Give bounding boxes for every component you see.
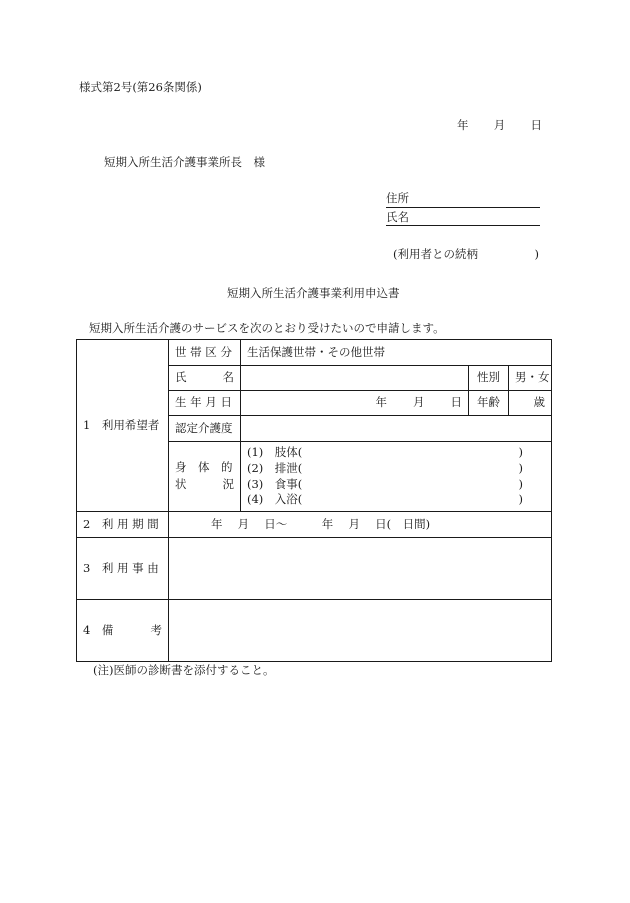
applicant-address-label: 住所 <box>386 191 409 205</box>
physical-label <box>169 442 241 512</box>
date-day-label: 日 <box>530 118 542 132</box>
row-reason <box>77 538 552 600</box>
period-field[interactable] <box>169 512 552 538</box>
condition-line[interactable] <box>247 493 523 507</box>
name-label-a: 氏 <box>175 370 187 385</box>
section4-label <box>77 600 169 662</box>
condition-line[interactable] <box>247 462 523 476</box>
birth-year: 年 <box>375 395 387 410</box>
application-table <box>76 339 552 662</box>
birth-field[interactable] <box>241 391 469 416</box>
condition-num: (3) <box>247 476 264 491</box>
section1-label: 1 利用希望者 <box>77 340 169 512</box>
condition-label: 排泄( <box>274 460 303 475</box>
intro-text: 短期入所生活介護のサービスを次のとおり受けたいので申請します。 <box>89 321 445 335</box>
condition-num: (4) <box>247 492 264 507</box>
condition-close: ) <box>518 476 524 491</box>
physical-label-line1: 身 体 的 <box>175 460 233 475</box>
reason-field[interactable] <box>169 538 552 600</box>
condition-close: ) <box>518 492 524 507</box>
condition-num: (2) <box>247 460 264 475</box>
section4-label-a: 4 備 <box>83 622 114 637</box>
age-unit: 歳 <box>533 395 546 410</box>
relationship-label: (利用者との続柄 <box>393 247 478 261</box>
section4-label-b: 考 <box>150 622 162 637</box>
care-label: 認定介護度 <box>169 416 241 442</box>
name-field[interactable] <box>241 366 469 391</box>
form-id: 様式第2号(第26条関係) <box>79 80 202 94</box>
date-line <box>457 120 542 132</box>
row-period <box>77 512 552 538</box>
physical-label-line2b: 況 <box>222 477 234 491</box>
condition-label: 食事( <box>274 476 303 491</box>
date-month-label: 月 <box>493 118 506 132</box>
condition-line[interactable] <box>247 478 523 492</box>
remarks-field[interactable] <box>169 600 552 662</box>
birth-day: 日 <box>450 395 462 410</box>
condition-num: (1) <box>247 444 264 459</box>
form-title: 短期入所生活介護事業利用申込書 <box>227 286 400 300</box>
applicant-address-line <box>386 207 540 208</box>
sex-label: 性別 <box>469 366 509 391</box>
section2-label: 2 利 用 期 間 <box>77 512 169 538</box>
applicant-relationship <box>393 249 539 261</box>
name-label <box>169 366 241 391</box>
birth-month: 月 <box>413 395 425 410</box>
relationship-close: ) <box>534 247 539 261</box>
household-label: 世 帯 区 分 <box>169 340 241 366</box>
condition-line[interactable] <box>247 446 523 460</box>
applicant-name-label: 氏名 <box>386 210 409 224</box>
care-field[interactable] <box>241 416 552 442</box>
row-household <box>77 340 552 366</box>
condition-close: ) <box>518 460 524 475</box>
household-value: 生活保護世帯・その他世帯 <box>241 340 552 366</box>
applicant-name-line <box>386 225 540 226</box>
row-remarks <box>77 600 552 662</box>
physical-conditions <box>241 442 552 512</box>
age-field[interactable] <box>509 391 552 416</box>
birth-label: 生 年 月 日 <box>169 391 241 416</box>
physical-label-line2a: 状 <box>175 477 187 491</box>
addressee: 短期入所生活介護事業所長 様 <box>104 155 265 169</box>
sex-value: 男・女 <box>509 366 552 391</box>
period-value: 年 月 日～ 年 月 日( 日間) <box>211 516 431 531</box>
footnote: (注)医師の診断書を添付すること。 <box>93 663 275 677</box>
condition-close: ) <box>518 444 524 459</box>
age-label: 年齢 <box>469 391 509 416</box>
condition-label: 入浴( <box>274 492 303 507</box>
name-label-b: 名 <box>222 370 234 385</box>
date-year-label: 年 <box>457 118 469 132</box>
condition-label: 肢体( <box>274 444 303 459</box>
section3-label: 3 利 用 事 由 <box>77 538 169 600</box>
